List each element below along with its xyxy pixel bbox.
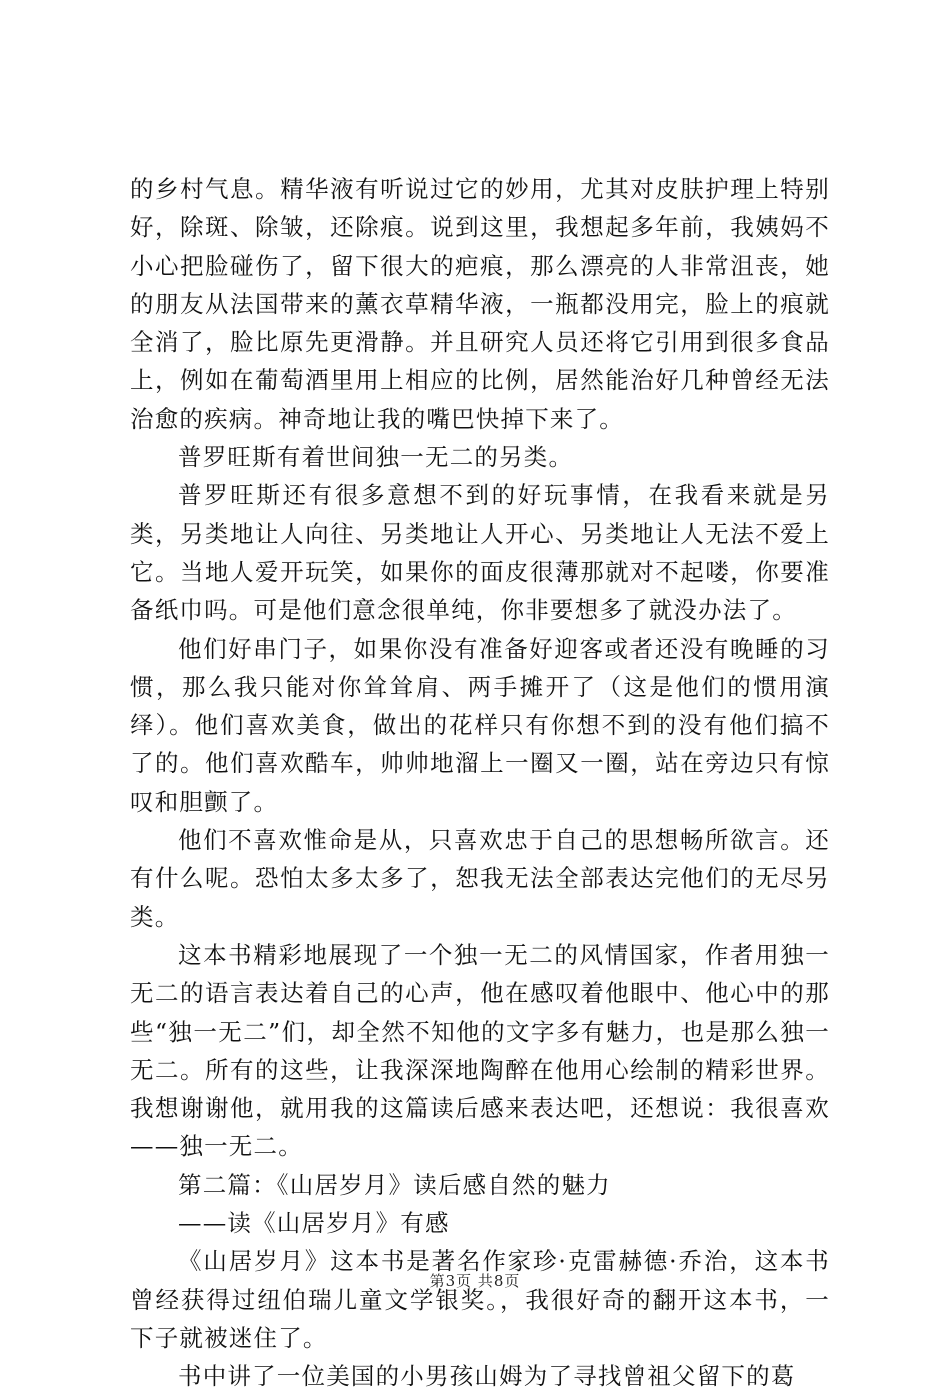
page-number-footer: 第3页 共8页	[429, 1272, 521, 1290]
paragraph-7: 《山居岁月》这本书是著名作家珍·克雷赫德·乔治，这本书曾经获得过纽伯瑞儿童文学银奖。，我很好奇的翻开这本书，一下子就被迷住了。	[130, 1247, 830, 1352]
paragraph-1: 的乡村气息。精华液有听说过它的妙用，尤其对皮肤护理上特别好，除斑、除皱，还除痕。说到这里，我想起多年前，我姨妈不小心把脸碰伤了，留下很大的疤痕，那么漂亮的人非常沮丧，她的朋友从法国带来的薰衣草精华液，一瓶都没用完，脸上的痕就全消了，脸比原先更滑静。并且研究人员还将它引用到很多食品上，例如在葡萄酒里用上相应的比例，居然能治好几种曾经无法治愈的疾病。神奇地让我的嘴巴快掉下来了。	[130, 175, 830, 433]
paragraph-3: 普罗旺斯还有很多意想不到的好玩事情，在我看来就是另类，另类地让人向往、另类地让人开心、另类地让人无法不爱上它。当地人爱开玩笑，如果你的面皮很薄那就对不起喽，你要准备纸巾吗。可是他们意念很单纯，你非要想多了就没办法了。	[130, 481, 830, 625]
body-text	[130, 170, 830, 1396]
paragraph-4: 他们好串门子，如果你没有准备好迎客或者还没有晚睡的习惯，那么我只能对你耸耸肩、两手摊开了（这是他们的惯用演绎）。他们喜欢美食，做出的花样只有你想不到的没有他们搞不了的。他们喜欢酷车，帅帅地溜上一圈又一圈，站在旁边只有惊叹和胆颤了。	[130, 634, 830, 816]
paragraph-5: 他们不喜欢惟命是从，只喜欢忠于自己的思想畅所欲言。还有什么呢。恐怕太多太多了，恕我无法全部表达完他们的无尽另类。	[130, 826, 830, 931]
paragraph-6: 这本书精彩地展现了一个独一无二的风情国家，作者用独一无二的语言表达着自己的心声，他在感叹着他眼中、他心中的那些“独一无二”们，却全然不知他的文字多有魅力，也是那么独一无二。所有的这些，让我深深地陶醉在他用心绘制的精彩世界。我想谢谢他，就用我的这篇读后感来表达吧，还想说：我很喜欢——独一无二。	[130, 940, 830, 1161]
section-heading: 第二篇：《山居岁月》读后感自然的魅力	[178, 1170, 611, 1199]
paragraph-8: 书中讲了一位美国的小男孩山姆为了寻找曾祖父留下的葛	[178, 1362, 796, 1391]
paragraph-2: 普罗旺斯有着世间独一无二的另类。	[178, 443, 574, 472]
section-subheading: ——读《山居岁月》有感	[178, 1209, 450, 1238]
